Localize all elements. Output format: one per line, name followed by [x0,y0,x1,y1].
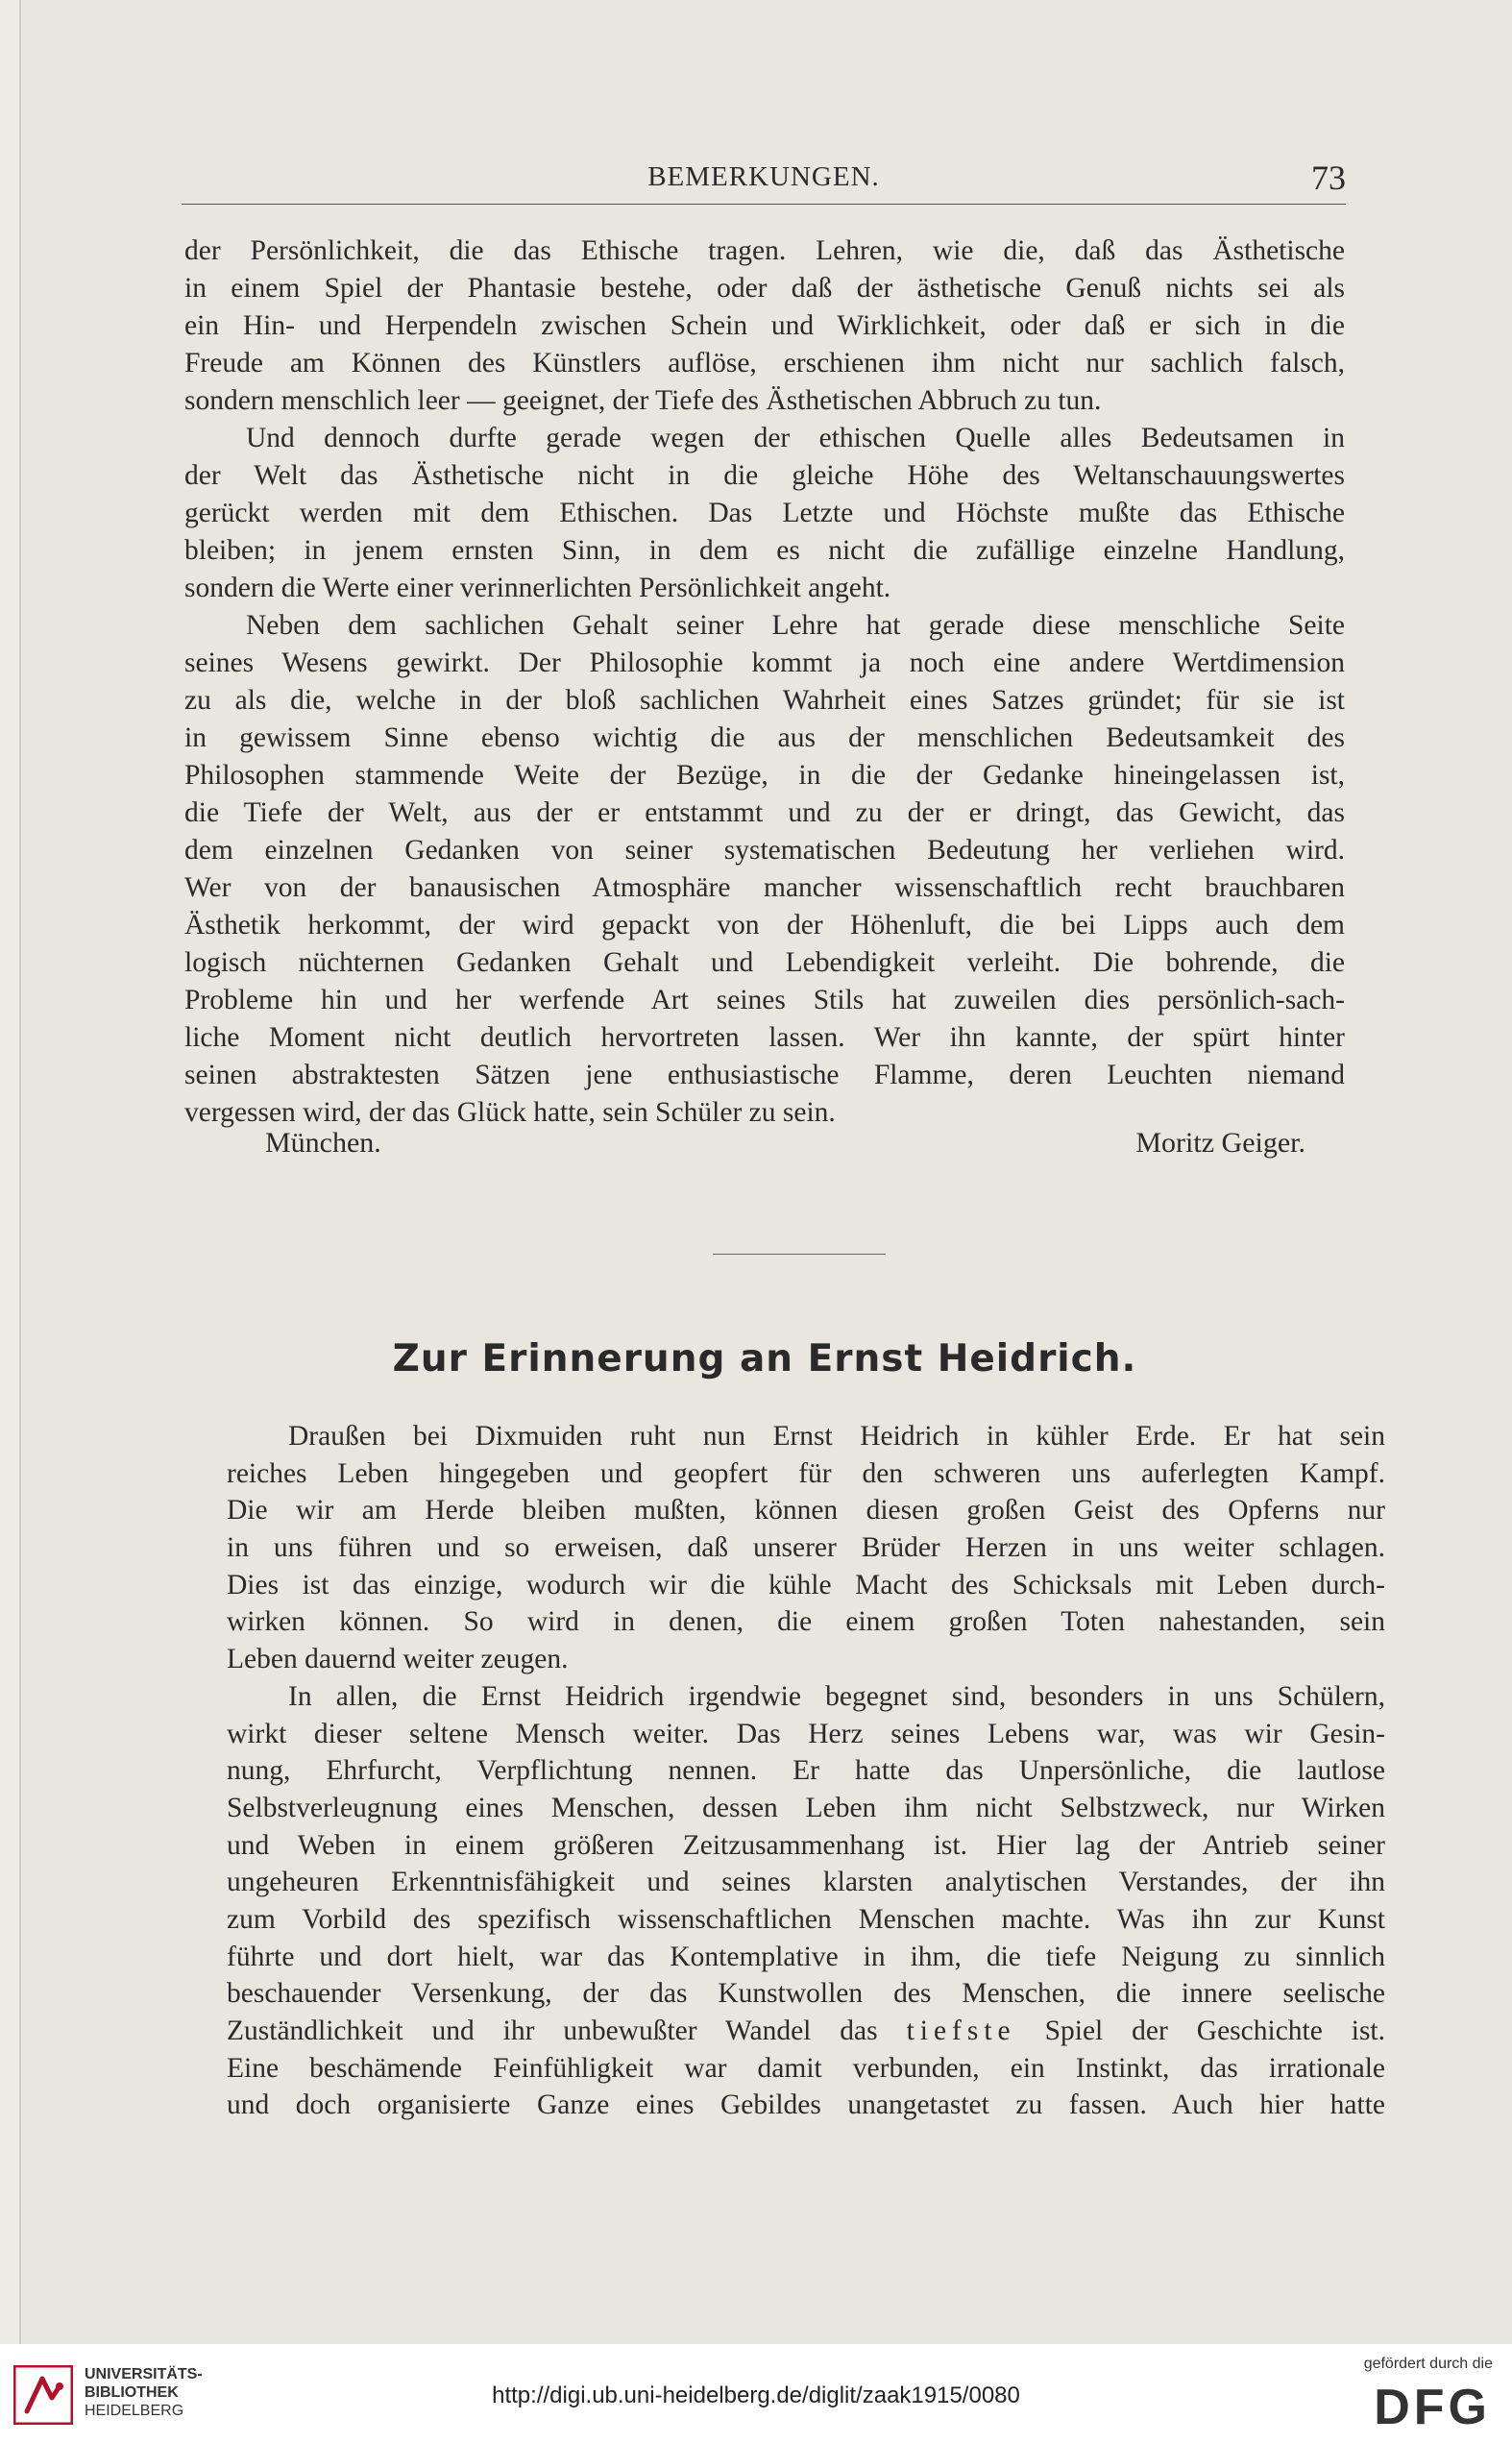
text-line: Dies ist das einzige, wodurch wir die kühle Macht des Schicksals mit Leben durch- [227,1569,1385,1600]
text-line: seines Wesens gewirkt. Der Philosophie kommt ja noch eine andere Wertdimension [184,647,1345,678]
text-line: Draußen bei Dixmuiden ruht nun Ernst Heidrich in kühler Erde. Er hat sein [288,1421,1385,1452]
text-line: und Weben in einem größeren Zeitzusammenhang ist. Hier lag der Antrieb seiner [227,1829,1385,1861]
text-line: in uns führen und so erweisen, daß unserer Brüder Herzen in uns weiter schlagen. [227,1532,1385,1564]
scanned-page [19,0,1512,2344]
running-title: BEMERKUNGEN. [647,161,880,192]
text-line: bleiben; in jenem ernsten Sinn, in dem es nicht die zufällige einzelne Handlung, [184,535,1345,566]
running-header [182,161,1346,205]
text-line: reiches Leben hingegeben und geopfert für den schweren uns auferlegten Kampf. [227,1457,1385,1489]
text-line: Die wir am Herde bleiben mußten, können diesen großen Geist des Opferns nur [227,1495,1385,1527]
text-segment: Zuständlichkeit und ihr unbewußter Wandel das [227,2015,878,2046]
text-line: und doch organisierte Ganze eines Gebildes unangetastet zu fassen. Auch hier hatte [227,2089,1385,2121]
text-line: ein Hin- und Herpendeln zwischen Schein und Wirklichkeit, oder daß er sich in die [184,310,1345,341]
text-line: beschauender Versenkung, der das Kunstwollen des Menschen, die innere seelische [227,1978,1385,2010]
text-line: Probleme hin und her werfende Art seines Stils hat zuweilen dies persönlich-sach- [184,985,1345,1015]
text-line: zu als die, welche in der bloß sachlichen Wahrheit eines Satzes gründet; für sie ist [184,685,1345,716]
text-segment: Spiel der Geschichte ist. [1044,2015,1385,2046]
text-line: Neben dem sachlichen Gehalt seiner Lehre hat gerade diese menschliche Seite [246,610,1345,641]
dfg-logo: DFG [1374,2380,1491,2435]
signature-row [265,1124,1305,1162]
page-number: 73 [1311,159,1346,197]
text-line: wirken können. So wird in denen, die einem großen Toten nahestanden, sein [227,1606,1385,1638]
source-url[interactable]: http://digi.ub.uni-heidelberg.de/diglit/zaak1915/0080 [492,2382,1020,2408]
text-line: dem einzelnen Gedanken von seiner systematischen Bedeutung her verliehen wird. [184,835,1345,866]
text-line: Eine beschämende Feinfühligkeit war damit verbunden, ein Instinkt, das irrationale [227,2052,1385,2084]
text-line: sondern die Werte einer verinnerlichten Persönlichkeit angeht. [184,573,891,603]
text-line: zum Vorbild des spezifisch wissenschaftlichen Menschen machte. Was ihn zur Kunst [227,1903,1385,1935]
text-line: In allen, die Ernst Heidrich irgendwie begegnet sind, besonders in uns Schülern, [288,1680,1385,1712]
text-line: seinen abstraktesten Sätzen jene enthusiastische Flamme, deren Leuchten niemand [184,1060,1345,1090]
text-line: Selbstverleugnung eines Menschen, dessen Leben ihm nicht Selbstzweck, nur Wirken [227,1792,1385,1823]
funding-note: gefördert durch die [1363,2356,1493,2372]
digitization-footer [0,2344,1512,2443]
text-line: in gewissem Sinne ebenso wichtig die aus der menschlichen Bedeutsamkeit des [184,722,1345,753]
text-line: der Welt das Ästhetische nicht in die gleiche Höhe des Weltanschauungswertes [184,460,1345,491]
text-line: der Persönlichkeit, die das Ethische tragen. Lehren, wie die, daß das Ästhetische [184,235,1345,266]
text-line: nung, Ehrfurcht, Verpflichtung nennen. Er hatte das Unpersönliche, die lautlose [227,1755,1385,1787]
section-divider [713,1254,886,1255]
text-line: Wer von der banausischen Atmosphäre mancher wissenschaftlich recht brauchbaren [184,872,1345,903]
library-name-line: HEIDELBERG [85,2403,184,2419]
text-line: Philosophen stammende Weite der Bezüge, in die der Gedanke hineingelassen ist, [184,760,1345,791]
text-line: Leben dauernd weiter zeugen. [227,1644,569,1675]
emphasized-word: tiefste [906,2015,1016,2046]
article-body-geiger [184,232,1345,1132]
section-heading: Zur Erinnerung an Ernst Heidrich. [392,1337,1137,1380]
text-line: in einem Spiel der Phantasie bestehe, oder daß der ästhetische Genuß nichts sei als [184,273,1345,304]
library-name-line: BIBLIOTHEK [85,2384,179,2401]
signature-author: Moritz Geiger. [1135,1127,1305,1159]
article-body-heidrich [227,1418,1385,2124]
text-line: logisch nüchternen Gedanken Gehalt und Lebendigkeit verleiht. Die bohrende, die [184,947,1345,978]
text-line: sondern menschlich leer — geeignet, der Tiefe des Ästhetischen Abbruch zu tun. [184,385,1102,416]
text-line: Ästhetik herkommt, der wird gepackt von der Höhenluft, die bei Lipps auch dem [184,910,1345,941]
text-line: die Tiefe der Welt, aus der er entstammt und zu der er dringt, das Gewicht, das [184,797,1345,828]
text-line-with-emphasis [227,2013,1385,2050]
signature-place: München. [265,1127,381,1159]
text-line: wirkt dieser seltene Mensch weiter. Das Herz seines Lebens war, was wir Gesin- [227,1718,1385,1749]
text-line: Freude am Können des Künstlers auflöse, erschienen ihm nicht nur sachlich falsch, [184,348,1345,379]
text-line: liche Moment nicht deutlich hervortreten lassen. Wer ihn kannte, der spürt hinter [184,1022,1345,1053]
text-line: ungeheuren Erkenntnisfähigkeit und seines klarsten analytischen Verstandes, der ihn [227,1867,1385,1898]
text-line: führte und dort hielt, war das Kontemplative in ihm, die tiefe Neigung zu sinnlich [227,1941,1385,1972]
library-name-line: UNIVERSITÄTS- [85,2366,203,2382]
text-line: vergessen wird, der das Glück hatte, sein Schüler zu sein. [184,1097,836,1128]
text-line: Und dennoch durfte gerade wegen der ethischen Quelle alles Bedeutsamen in [246,423,1345,453]
text-line: gerückt werden mit dem Ethischen. Das Letzte und Höchste mußte das Ethische [184,498,1345,528]
